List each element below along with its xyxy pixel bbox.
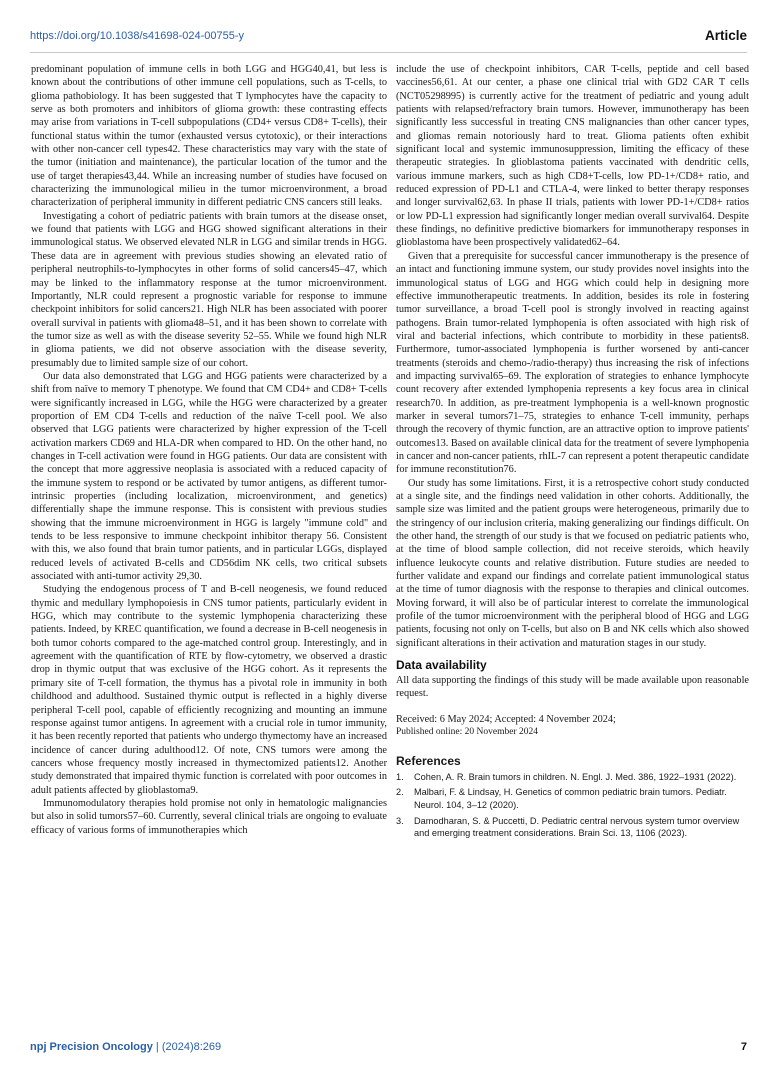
published-date: Published online: 20 November 2024 [396, 727, 538, 738]
left-paragraph-1: predominant population of immune cells in both LGG and HGG40,41, but less is known about the contributions of other immune cell populations, such as T-cells, to glioma pathobiology. It has been suggested that T lymphocytes have the capacity to serve as both promoters and inhibitors of glioma growth: these contrasting effects may arise from variations in T-cell subpopulations (CD4+ versus CD8+ T-cells), their functional status within the tumor (exhausted versus cytotoxic), or their interactions with other non-cancer cell types42. These characteristics may vary with the state of the tumor (initiation and maintenance), the particular location of the tumor and the use of target therapies43,44. While an increasing number of studies have focused on characterizing the immunological milieu in the tumor microenvironment, a broad characterization of peripheral immunity in different pediatric CNS cancers still leaks. [31, 64, 387, 209]
journal-name: npj Precision Oncology [30, 1041, 153, 1053]
article-type-label: Article [704, 28, 747, 43]
data-availability-text: All data supporting the findings of this study will be made available upon reasonable request. [396, 675, 749, 700]
reference-text: Malbari, F. & Lindsay, H. Genetics of common pediatric brain tumors. Pediatr. Neurol. 104, 3–12 (2020). [414, 787, 727, 810]
reference-item [396, 771, 749, 784]
left-paragraph-2: Investigating a cohort of pediatric patients with brain tumors at the disease onset, we found that patients with LGG and HGG showed significant alterations in their immunological status. We observed elevated NLR in LGG and similar trends in HGG. These data are in agreement with previous studies showing an elevated ratio of peripheral neutrophils-to-lymphocytes in other forms of solid cancers45–47, which may be linked to the inflammatory response at the tumor microenvironment. Importantly, NLR could represent a prognostic variable for response to immune checkpoint inhibitors for solid cancers21. High NLR has been associated with poorer overall survival in patients with glioma48–51, and it has been shown to correlate with the tumor size as well as with the disease severity 52–55. While we found high NLR in glioma patients, we did not observe association with the disease severity, presumably due to limited sample size of our cohort. [31, 210, 387, 369]
journal-issue: | (2024)8:269 [152, 1041, 222, 1053]
reference-text: Damodharan, S. & Puccetti, D. Pediatric central nervous system tumor overview and emerging treatment considerations. Brain Sci. 13, 1106 (2023). [414, 815, 740, 839]
article-dates [396, 713, 749, 740]
reference-item [396, 786, 749, 811]
received-accepted-dates: Received: 6 May 2024; Accepted: 4 November 2024; [396, 713, 616, 725]
left-paragraph-5: Immunomodulatory therapies hold promise not only in hematologic malignancies but also in solid tumors57–60. Currently, several clinical trials are ongoing to evaluate efficacy of various forms of immunotherapies which [31, 797, 387, 836]
right-paragraph-3: Our study has some limitations. First, it is a retrospective cohort study conducted at a single site, and the findings need validation in other cohorts. Additionally, the sample size was limited and the patient groups were heterogeneous, primarily due to the stringency of our inclusion criteria, making generalizing our findings difficult. On the other hand, the strength of our study is that we focused on pediatric patients who, at the time of blood sample collection, did not receive steroids, which heavily influence leukocyte counts and relative distribution. Future studies are needed to further validate and expand our findings and correlate patient immunological status at the time of tumor diagnosis with the response to therapies and clinical outcomes. Moving forward, it will also be of particular interest to correlate the immunological profile of the tumor microenvironment with the peripheral blood of HGG and LGG patients, focusing not only on T-cells, but also on B and NK cells which also showed significant alterations in their activation and maturation stages in our study. [396, 477, 749, 649]
page-number: 7 [740, 1041, 747, 1053]
doi-link[interactable]: https://doi.org/10.1038/s41698-024-00755-y [30, 30, 245, 42]
reference-text: Cohen, A. R. Brain tumors in children. N. Engl. J. Med. 386, 1922–1931 (2022). [414, 771, 737, 782]
right-paragraph-1: include the use of checkpoint inhibitors, CAR T-cells, peptide and cell based vaccines56,61. At our center, a phase one clinical trial with GD2 CAR T cells (NCT05298995) is currently active for the treatment of pediatric and young adult patients with relapsed/refractory brain tumors. However, immunotherapy has been significantly less successful in treating CNS malignancies than other cancer types, and gliomas remain notoriously hard to treat. Glioma patients often exhibit significant local and systemic immunosuppression, limiting the efficacy of these therapeutic strategies. In glioblastoma patients vaccinated with dendritic cells, various immune markers, such as high CD8+T-cells, low PD-1+/CD8+ ratio, and reduced expression of PD-L1 and CTLA-4, were linked to better therapy responses and longer survival62,63. In phase II trials, patients with lower PD-1+/CD8+ ratios or low PD-L1 expression had significantly longer median overall survival64. Despite these findings, no definitive predictive biomarkers for immunotherapy responses in glioblastoma have been prospectively validated62–64. [396, 64, 749, 249]
left-column [31, 63, 387, 837]
header-divider [30, 52, 747, 53]
references-list [396, 771, 749, 840]
reference-number: 3. [396, 815, 404, 826]
left-paragraph-3: Our data also demonstrated that LGG and HGG patients were characterized by a shift from naïve to memory T phenotype. We found that CM CD4+ and CD8+ T-cells were significantly increased in LGG, while the HGG were characterized by a greater proportion of EM CD4 T-cells and reduction of the naïve T-cell pool. We also observed that LGG patients were characterized by higher expression of the T-cell activation markers CD69 and HLA-DR when compared to HD. On the other hand, no changes in T-cell activation were found in HGG patients. Our data are consistent with the concept that more aggressive neoplasia is associated with a reduced capacity of the immune system to respond or be activated by tumor antigens, as different tumor-intrinsic properties (including localization, microenvironment, and genetics) differentially shape the immune response. This is consistent with previous studies showing that the immune microenvironment in HGG is largely "immune cold" and tends to be less responsive to immune checkpoint inhibitor therapy 56. Consistent with this, we also found that brain tumor patients, and in particular LGGs, displayed reduced levels of activated B-cells and CD56dim NK cells, two critical subsets associated with anti-tumor activity 29,30. [31, 370, 387, 583]
data-availability-heading: Data availability [396, 658, 487, 673]
reference-number: 1. [396, 771, 404, 782]
right-column [396, 63, 749, 843]
reference-number: 2. [396, 787, 404, 798]
right-paragraph-2: Given that a prerequisite for successful cancer immunotherapy is the presence of an intact and functioning immune system, our study provides novel insights into the immunological status of LGG and HGG which could help in designing more effective immunotherapeutic treatments. In addition, besides its role in fostering tumor surveillance, a broad T-cell pool is strongly involved in reacting against pathogens. Brain tumor-related lymphopenia is often associated with high risk of viral and bacterial infections, which contribute to morbidity in these patients8. Furthermore, tumor-associated lymphopenia is further worsened by anti-cancer treatments (steroids and chemo-/radio-therapy) thus increasing the risk of infections and impacting survival65–69. The exploration of strategies to enhance lymphocyte count recovery after extended lymphopenia represents a key focus area in clinical research70. In addition, as pre-treatment lymphopenia is a well-known prognostic marker in several tumors71–75, strategies to enhance T-cell immunity, perhaps through the recovery of thymic function, are an attractive option to improve patients' outcomes13. Based on available clinical data for the treatment of severe lymphopenia in cancer and non-cancer patients, rhIL-7 can represent a potent therapeutic candidate for immune reconstitution76. [396, 250, 749, 476]
footer-journal-citation [30, 1041, 221, 1053]
left-paragraph-4: Studying the endogenous process of T and B-cell neogenesis, we found reduced thymic and medullary lymphopoiesis in CNS tumor patients, particularly evident in HGG, which may contribute to the systemic lymphopenia characterizing these patients. Indeed, by KREC quantification, we found a decrease in B-cell neogenesis in both tumor cohorts compared to the age-matched control group. Interestingly, and in agreement with the quantification of RTE by flow-cytometry, we observed a drastic drop in thymic output that was exclusive of the HGG cohort. As it represents the primary site of T-cell formation, the thymus has a pivotal role in immunity in both childhood and adulthood. Sustained thymic output is reflected in a highly diverse peripheral T-cell pool, capable of efficiently recognizing and mounting an immune response against tumor antigens. In agreement with a crucial role in tumor immunity, it has been recently reported that patients who undergo thymectomy have an increased incidence of cancer during adulthood12. Of note, CNS tumors were among the cancers whose frequency mostly increased in thymectomized patients12. Another study demonstrated that impaired thymic function is correlated with poor outcomes in adult patients affected by glioblastoma9. [31, 584, 387, 796]
reference-item [396, 815, 749, 840]
references-heading: References [396, 753, 461, 768]
